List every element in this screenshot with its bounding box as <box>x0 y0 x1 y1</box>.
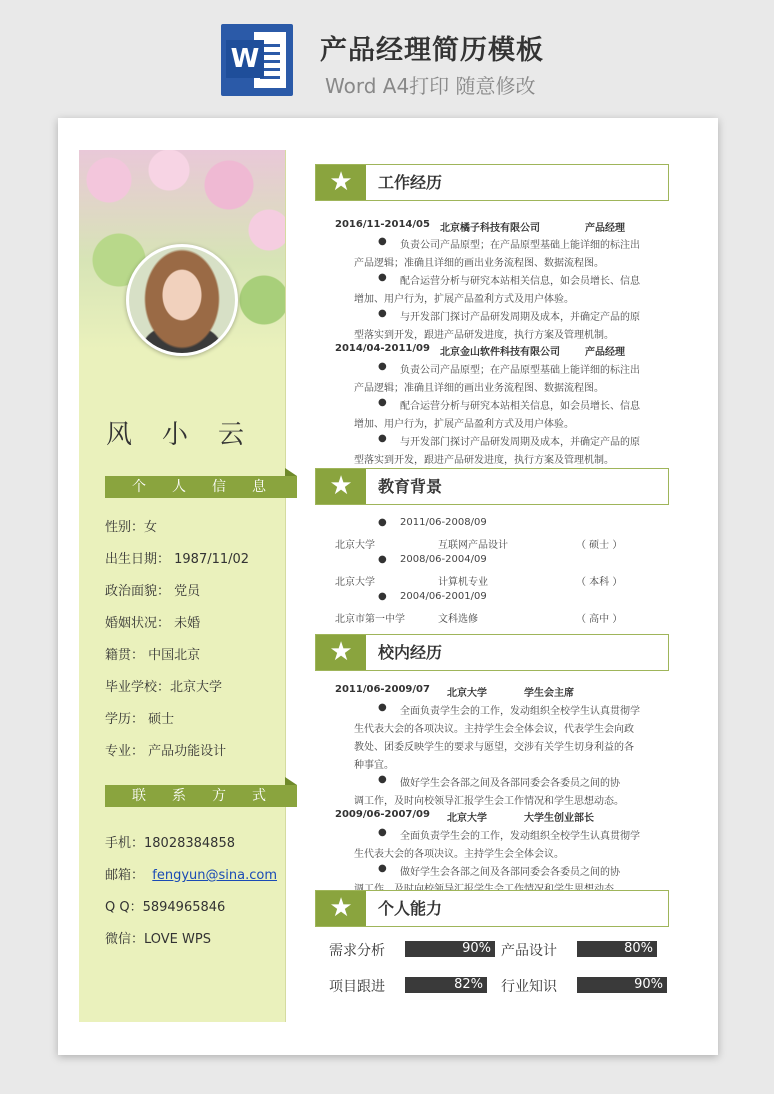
personal-info-heading: 个人信息 <box>105 476 297 498</box>
job-1-bullet-3-line-1: 与开发部门探讨产品研发周期及成本，并确定产品的原 <box>400 312 640 323</box>
campus-1-org: 北京大学 <box>447 688 487 699</box>
bullet-dot: ● <box>378 272 387 283</box>
email-link[interactable]: fengyun@sina.com <box>152 868 278 883</box>
campus-2-org: 北京大学 <box>447 813 487 824</box>
page-title: 产品经理简历模板 <box>320 35 544 66</box>
campus-section-header <box>315 634 669 671</box>
edu-1-school: 北京大学 <box>335 540 375 551</box>
info-school: 毕业学校：北京大学 <box>105 680 223 695</box>
education-section-header <box>315 468 669 505</box>
skill-name: 行业知识 <box>501 979 557 995</box>
star-icon: ★ <box>316 891 366 926</box>
bullet-dot: ● <box>378 554 387 565</box>
job-2-bullet-1-line-2: 产品逻辑；准确且详细的画出业务流程图、数据流程图。 <box>354 383 604 394</box>
job-2-bullet-2-line-1: 配合运营分析与研究本站相关信息，如会员增长、信息 <box>400 401 640 412</box>
edu-2-school: 北京大学 <box>335 577 375 588</box>
campus-section-title: 校内经历 <box>378 643 443 662</box>
bullet-dot: ● <box>378 774 387 785</box>
contact-qq: Q Q：5894965846 <box>105 900 226 915</box>
bullet-dot: ● <box>378 308 387 319</box>
contact-phone: 手机：18028384858 <box>105 836 235 851</box>
bullet-dot: ● <box>378 517 387 528</box>
edu-3-major: 文科选修 <box>438 614 478 625</box>
bullet-dot: ● <box>378 397 387 408</box>
job-1-company: 北京橘子科技有限公司 <box>440 223 540 234</box>
info-hometown: 籍贯： 中国北京 <box>105 648 201 663</box>
bullet-dot: ● <box>378 863 387 874</box>
info-gender: 性别：女 <box>105 520 158 535</box>
campus-2-bullet-2-line-2 <box>354 880 624 888</box>
bullet-dot: ● <box>378 236 387 247</box>
skill-bar: 80% <box>577 941 657 957</box>
job-2-bullet-1-line-1: 负责公司产品原型；在产品原型基础上能详细的标注出 <box>400 365 640 376</box>
contact-wechat: 微信：LOVE WPS <box>105 932 211 947</box>
job-2-bullet-3-line-1: 与开发部门探讨产品研发周期及成本，并确定产品的原 <box>400 437 640 448</box>
edu-1-period: 2011/06-2008/09 <box>400 517 487 528</box>
campus-2-bullet-1-line-1: 全面负责学生会的工作，发动组织全校学生认真贯彻学 <box>400 831 640 842</box>
page-subtitle: Word A4打印 随意修改 <box>325 74 536 98</box>
word-icon-letter: W <box>226 40 264 78</box>
education-section-title: 教育背景 <box>378 477 443 496</box>
job-2-bullet-3-line-2: 型落实到开发，跟进产品研发进度，执行方案及管理机制。 <box>354 455 614 466</box>
bullet-dot: ● <box>378 433 387 444</box>
edu-2-major: 计算机专业 <box>438 577 488 588</box>
skill-name: 项目跟进 <box>329 979 385 995</box>
info-major: 专业： 产品功能设计 <box>105 744 227 759</box>
job-1-bullet-2-line-2: 增加、用户行为，扩展产品盈利方式及用户体验。 <box>354 294 574 305</box>
job-1-period: 2016/11-2014/05 <box>335 219 430 230</box>
star-icon: ★ <box>316 469 366 504</box>
edu-1-major: 互联网产品设计 <box>438 540 508 551</box>
sidebar <box>79 150 292 1022</box>
star-icon: ★ <box>316 165 366 200</box>
edu-2-period: 2008/06-2004/09 <box>400 554 487 565</box>
campus-1-bullet-1-line-1: 全面负责学生会的工作，发动组织全校学生认真贯彻学 <box>400 706 640 717</box>
campus-2-role: 大学生创业部长 <box>524 813 594 824</box>
skill-bar: 90% <box>577 977 667 993</box>
work-section-header <box>315 164 669 201</box>
campus-1-bullet-1-line-3: 教处、团委反映学生的要求与愿望，交涉有关学生切身利益的各 <box>354 742 634 753</box>
job-1-role: 产品经理 <box>585 223 625 234</box>
job-1-bullet-1-line-2: 产品逻辑；准确且详细的画出业务流程图、数据流程图。 <box>354 258 604 269</box>
skills-section-title: 个人能力 <box>378 899 443 918</box>
bullet-dot: ● <box>378 702 387 713</box>
job-2-company: 北京金山软件科技有限公司 <box>440 347 560 358</box>
bullet-dot: ● <box>378 591 387 602</box>
work-section-title: 工作经历 <box>378 173 443 192</box>
job-1-bullet-1-line-1: 负责公司产品原型；在产品原型基础上能详细的标注出 <box>400 240 640 251</box>
job-2-period: 2014/04-2011/09 <box>335 343 430 354</box>
bullet-dot: ● <box>378 361 387 372</box>
contact-email <box>105 864 277 883</box>
skill-name: 需求分析 <box>329 943 385 959</box>
edu-2-degree: （ 本科 ） <box>576 577 623 588</box>
info-marital: 婚姻状况： 未婚 <box>105 616 201 631</box>
star-icon: ★ <box>316 635 366 670</box>
campus-1-period: 2011/06-2009/07 <box>335 684 430 695</box>
skill-name: 产品设计 <box>501 943 557 959</box>
job-1-bullet-2-line-1: 配合运营分析与研究本站相关信息，如会员增长、信息 <box>400 276 640 287</box>
info-birthdate: 出生日期： 1987/11/02 <box>105 552 250 567</box>
skill-bar: 82% <box>405 977 487 993</box>
resume-page <box>58 118 718 1055</box>
edu-3-degree: （ 高中 ） <box>576 614 623 625</box>
campus-2-bullet-1-line-2: 生代表大会的各项决议。主持学生会全体会议。 <box>354 849 564 860</box>
campus-2-period: 2009/06-2007/09 <box>335 809 430 820</box>
job-2-bullet-2-line-2: 增加、用户行为，扩展产品盈利方式及用户体验。 <box>354 419 574 430</box>
skills-section-header <box>315 890 669 927</box>
campus-1-bullet-2-line-2: 调工作，及时向校领导汇报学生会工作情况和学生思想动态。 <box>354 796 624 807</box>
info-degree: 学历： 硕士 <box>105 712 175 727</box>
job-2-role: 产品经理 <box>585 347 625 358</box>
info-political: 政治面貌： 党员 <box>105 584 201 599</box>
word-icon <box>221 24 293 96</box>
edu-3-school: 北京市第一中学 <box>335 614 405 625</box>
job-1-bullet-3-line-2: 型落实到开发，跟进产品研发进度，执行方案及管理机制。 <box>354 330 614 341</box>
skill-bar: 90% <box>405 941 495 957</box>
edu-1-degree: （ 硕士 ） <box>576 540 623 551</box>
edu-3-period: 2004/06-2001/09 <box>400 591 487 602</box>
campus-1-bullet-1-line-2: 生代表大会的各项决议。主持学生会全体会议，代表学生会向政 <box>354 724 634 735</box>
contact-heading: 联系方式 <box>105 785 297 807</box>
avatar <box>126 244 238 356</box>
email-label: 邮箱： <box>105 868 145 883</box>
campus-1-role: 学生会主席 <box>524 688 574 699</box>
bullet-dot: ● <box>378 827 387 838</box>
campus-1-bullet-1-line-4: 种事宜。 <box>354 760 394 771</box>
person-name: 风小云 <box>105 420 274 450</box>
campus-2-bullet-2-line-1: 做好学生会各部之间及各部同委会各委员之间的协 <box>400 867 620 878</box>
campus-1-bullet-2-line-1: 做好学生会各部之间及各部同委会各委员之间的协 <box>400 778 620 789</box>
